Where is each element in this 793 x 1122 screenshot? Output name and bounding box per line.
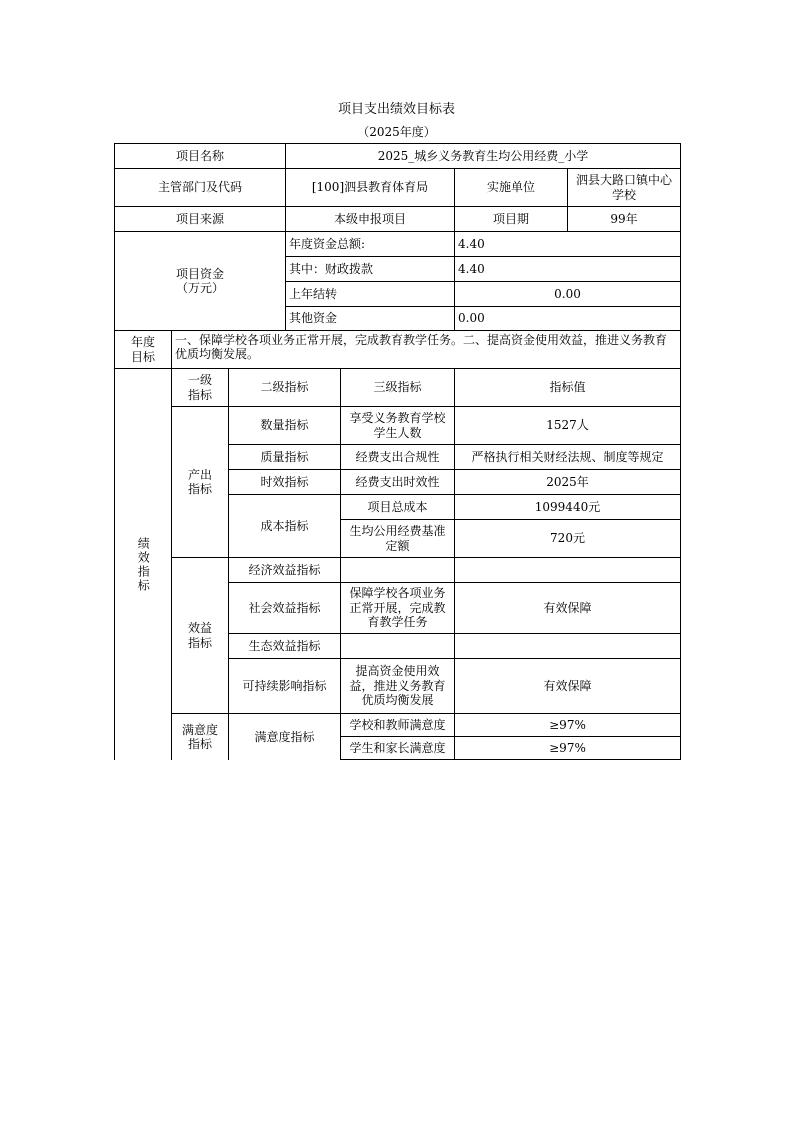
timeliness-l3: 经费支出时效性	[340, 469, 455, 495]
social-l3: 保障学校各项业务正常开展，完成教育教学任务	[340, 582, 455, 634]
economic-indicator: 经济效益指标	[228, 557, 341, 583]
project-name-label: 项目名称	[114, 143, 286, 169]
source-value: 本级申报项目	[285, 206, 455, 232]
funds-fiscal-label: 其中：财政拨款	[285, 256, 455, 282]
social-value: 有效保障	[454, 582, 681, 634]
cost-per-student-value: 720元	[454, 519, 681, 558]
cost-per-student-l3: 生均公用经费基准定额	[340, 519, 455, 558]
funds-label: 项目资金（万元）	[114, 231, 286, 331]
funds-other-label: 其他资金	[285, 306, 455, 331]
perf-indicators-label	[114, 368, 172, 760]
funds-fiscal-value: 4.40	[454, 256, 681, 282]
header-value: 指标值	[454, 368, 681, 407]
cost-indicator: 成本指标	[228, 494, 341, 558]
satisfaction-teacher-l3: 学校和教师满意度	[340, 713, 455, 737]
period-label: 项目期	[454, 206, 568, 232]
sustain-indicator: 可持续影响指标	[228, 658, 341, 714]
header-level3: 三级指标	[340, 368, 455, 407]
impl-label: 实施单位	[454, 168, 568, 207]
eco-value	[454, 633, 681, 659]
output-indicators-label: 产出指标	[171, 406, 229, 558]
quantity-indicator: 数量指标	[228, 406, 341, 445]
quality-l3: 经费支出合规性	[340, 444, 455, 470]
funds-other-value: 0.00	[454, 306, 681, 331]
funds-total-value: 4.40	[454, 231, 681, 257]
project-name-value: 2025_城乡义务教育生均公用经费_小学	[285, 143, 681, 169]
economic-value	[454, 557, 681, 583]
table-title: 项目支出绩效目标表	[337, 102, 455, 117]
quantity-l3: 享受义务教育学校学生人数	[340, 406, 455, 445]
quantity-value: 1527人	[454, 406, 681, 445]
annual-goal-label: 年度目标	[114, 330, 172, 369]
timeliness-value: 2025年	[454, 469, 681, 495]
funds-total-label: 年度资金总额:	[285, 231, 455, 257]
table-subtitle: （2025年度）	[357, 125, 436, 139]
impl-value: 泗县大路口镇中心学校	[567, 168, 681, 207]
cost-total-value: 1099440元	[454, 494, 681, 520]
satisfaction-teacher-value: ≥97%	[454, 713, 681, 737]
satisfaction-parent-l3: 学生和家长满意度	[340, 736, 455, 760]
annual-goal-text: 一、保障学校各项业务正常开展，完成教育教学任务。二、提高资金使用效益，推进义务教育优质均衡发展。	[171, 330, 681, 369]
source-label: 项目来源	[114, 206, 286, 232]
satisfaction-parent-value: ≥97%	[454, 736, 681, 760]
eco-indicator: 生态效益指标	[228, 633, 341, 659]
economic-l3	[340, 557, 455, 583]
header-level1: 一级指标	[171, 368, 229, 407]
quality-value: 严格执行相关财经法规、制度等规定	[454, 444, 681, 470]
timeliness-indicator: 时效指标	[228, 469, 341, 495]
sustain-l3: 提高资金使用效益，推进义务教育优质均衡发展	[340, 658, 455, 714]
satisfaction-l2: 满意度指标	[228, 713, 341, 760]
perf-indicators-text: 绩效指标	[136, 536, 151, 593]
cost-total-l3: 项目总成本	[340, 494, 455, 520]
benefit-indicators-label: 效益指标	[171, 557, 229, 714]
funds-carryover-label: 上年结转	[285, 281, 455, 307]
sustain-value: 有效保障	[454, 658, 681, 714]
social-indicator: 社会效益指标	[228, 582, 341, 634]
dept-label: 主管部门及代码	[114, 168, 286, 207]
period-value: 99年	[567, 206, 681, 232]
satisfaction-indicators-label: 满意度指标	[171, 713, 229, 760]
header-level2: 二级指标	[228, 368, 341, 407]
quality-indicator: 质量指标	[228, 444, 341, 470]
eco-l3	[340, 633, 455, 659]
dept-value: [100]泗县教育体育局	[285, 168, 455, 207]
funds-carryover-value: 0.00	[454, 281, 681, 307]
